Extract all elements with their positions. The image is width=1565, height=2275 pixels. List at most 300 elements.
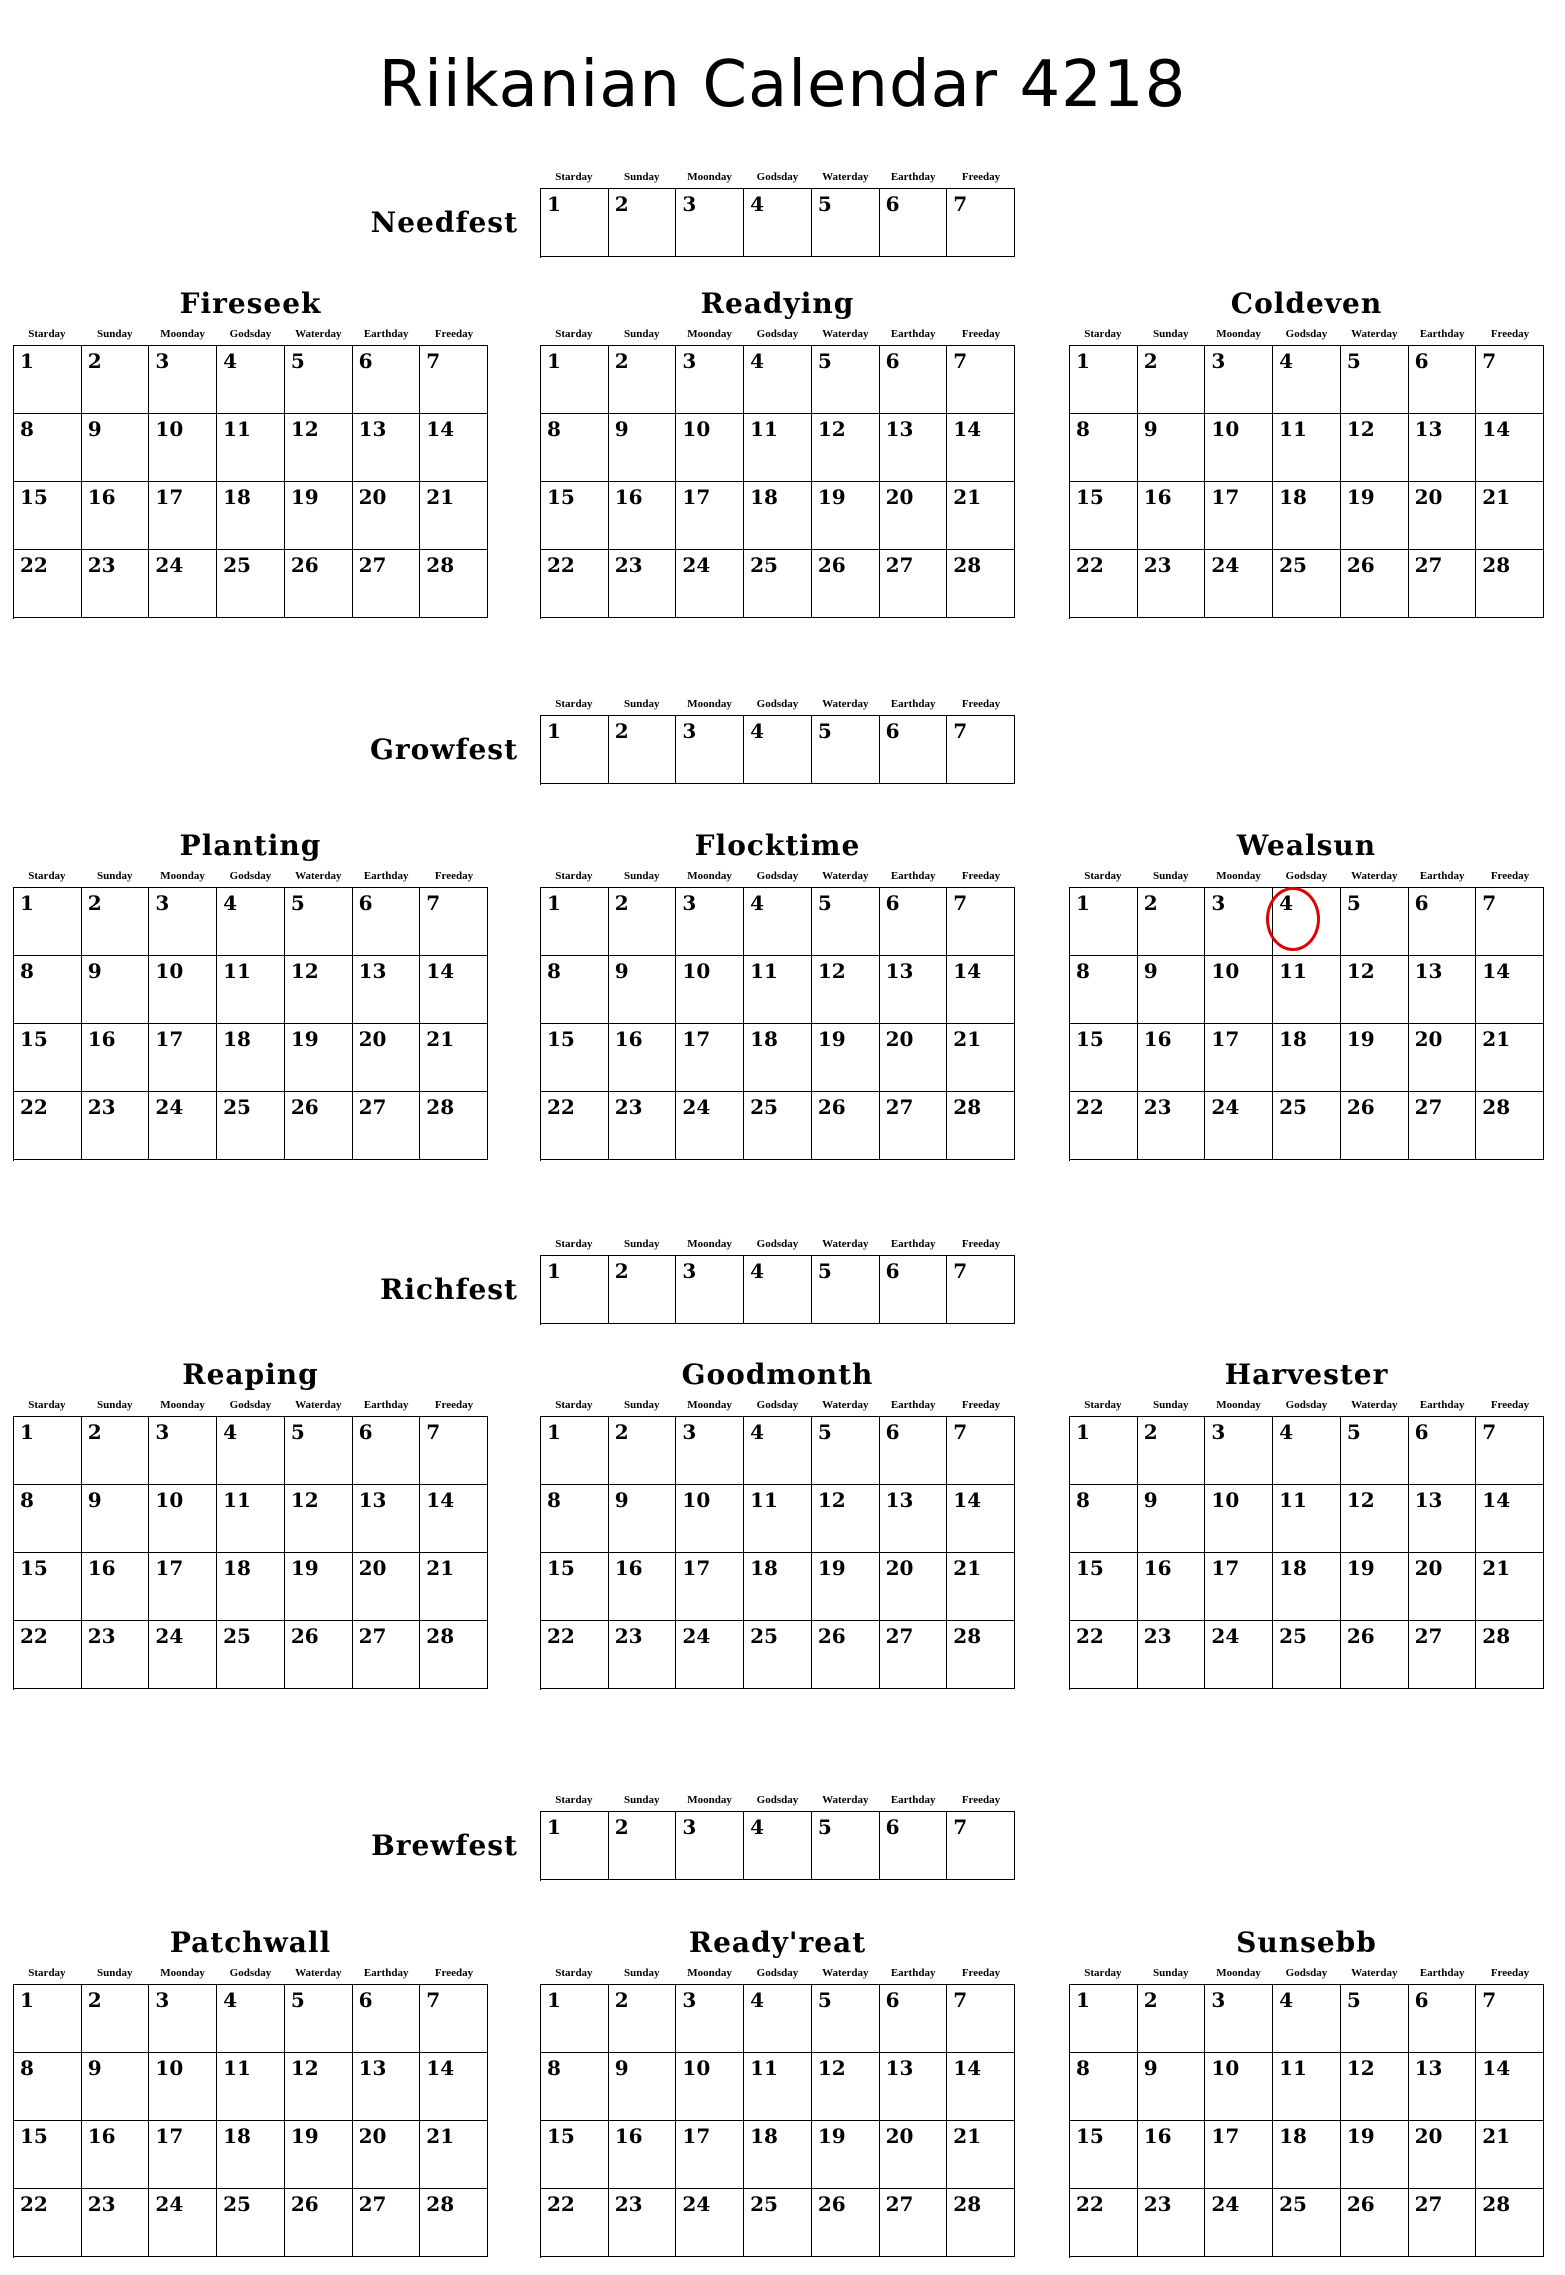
day-cell[interactable]: [420, 1417, 488, 1485]
day-cell[interactable]: [14, 414, 82, 482]
day-cell[interactable]: [1070, 550, 1138, 618]
day-cell[interactable]: [880, 2189, 948, 2257]
day-cell[interactable]: [285, 1553, 353, 1621]
day-cell[interactable]: [744, 1812, 812, 1880]
day-cell[interactable]: [947, 1417, 1015, 1485]
day-cell[interactable]: [880, 716, 948, 784]
day-cell[interactable]: [880, 956, 948, 1024]
day-cell[interactable]: [947, 1812, 1015, 1880]
day-cell[interactable]: [1341, 2121, 1409, 2189]
day-cell[interactable]: [285, 2053, 353, 2121]
day-cell[interactable]: [285, 1417, 353, 1485]
day-cell[interactable]: [82, 1485, 150, 1553]
day-cell[interactable]: [285, 956, 353, 1024]
day-cell[interactable]: [744, 2053, 812, 2121]
day-cell[interactable]: [1341, 1621, 1409, 1689]
day-cell[interactable]: [609, 1256, 677, 1324]
day-cell[interactable]: [149, 1417, 217, 1485]
day-cell[interactable]: [14, 482, 82, 550]
day-cell[interactable]: [1205, 956, 1273, 1024]
day-cell[interactable]: [676, 1553, 744, 1621]
day-cell[interactable]: [609, 1985, 677, 2053]
day-cell[interactable]: [1205, 888, 1273, 956]
day-cell[interactable]: [1273, 956, 1341, 1024]
day-cell[interactable]: [217, 482, 285, 550]
day-cell[interactable]: [1409, 346, 1477, 414]
day-cell[interactable]: [353, 1985, 421, 2053]
day-cell[interactable]: [541, 2053, 609, 2121]
day-cell[interactable]: [1341, 1417, 1409, 1485]
day-cell[interactable]: [1070, 414, 1138, 482]
day-cell[interactable]: [1070, 2189, 1138, 2257]
day-cell[interactable]: [217, 1417, 285, 1485]
day-cell[interactable]: [1138, 1985, 1206, 2053]
day-cell[interactable]: [1138, 2053, 1206, 2121]
day-cell[interactable]: [1476, 1985, 1544, 2053]
day-cell[interactable]: [1341, 1092, 1409, 1160]
day-cell[interactable]: [609, 550, 677, 618]
day-cell[interactable]: [1409, 956, 1477, 1024]
day-cell[interactable]: [812, 1024, 880, 1092]
day-cell[interactable]: [1341, 1553, 1409, 1621]
day-cell[interactable]: [353, 1485, 421, 1553]
day-cell[interactable]: [744, 346, 812, 414]
day-cell[interactable]: [1409, 1024, 1477, 1092]
day-cell[interactable]: [353, 1417, 421, 1485]
day-cell[interactable]: [1138, 956, 1206, 1024]
day-cell[interactable]: [1070, 1621, 1138, 1689]
day-cell[interactable]: [1341, 346, 1409, 414]
day-cell[interactable]: [1205, 2189, 1273, 2257]
day-cell[interactable]: [609, 189, 677, 257]
day-cell[interactable]: [609, 1024, 677, 1092]
day-cell[interactable]: [149, 1985, 217, 2053]
day-cell[interactable]: [947, 1256, 1015, 1324]
day-cell[interactable]: [82, 550, 150, 618]
day-cell[interactable]: [812, 956, 880, 1024]
day-cell[interactable]: [1273, 414, 1341, 482]
day-cell[interactable]: [1273, 2189, 1341, 2257]
day-cell[interactable]: [1070, 956, 1138, 1024]
day-cell[interactable]: [1273, 888, 1341, 956]
day-cell[interactable]: [609, 2189, 677, 2257]
day-cell[interactable]: [217, 2189, 285, 2257]
day-cell[interactable]: [880, 888, 948, 956]
day-cell[interactable]: [744, 888, 812, 956]
day-cell[interactable]: [1476, 2053, 1544, 2121]
day-cell[interactable]: [82, 1553, 150, 1621]
day-cell[interactable]: [1273, 1092, 1341, 1160]
day-cell[interactable]: [420, 550, 488, 618]
day-cell[interactable]: [1341, 2053, 1409, 2121]
day-cell[interactable]: [947, 1621, 1015, 1689]
day-cell[interactable]: [1409, 1553, 1477, 1621]
day-cell[interactable]: [880, 414, 948, 482]
day-cell[interactable]: [353, 2053, 421, 2121]
day-cell[interactable]: [541, 888, 609, 956]
day-cell[interactable]: [14, 2189, 82, 2257]
day-cell[interactable]: [1070, 1092, 1138, 1160]
day-cell[interactable]: [217, 2053, 285, 2121]
day-cell[interactable]: [676, 550, 744, 618]
day-cell[interactable]: [609, 956, 677, 1024]
day-cell[interactable]: [82, 1417, 150, 1485]
day-cell[interactable]: [676, 1485, 744, 1553]
day-cell[interactable]: [541, 1485, 609, 1553]
day-cell[interactable]: [880, 1485, 948, 1553]
day-cell[interactable]: [744, 1985, 812, 2053]
day-cell[interactable]: [947, 2053, 1015, 2121]
day-cell[interactable]: [541, 550, 609, 618]
day-cell[interactable]: [744, 482, 812, 550]
day-cell[interactable]: [82, 888, 150, 956]
day-cell[interactable]: [744, 1256, 812, 1324]
day-cell[interactable]: [1070, 1485, 1138, 1553]
day-cell[interactable]: [812, 346, 880, 414]
day-cell[interactable]: [353, 414, 421, 482]
day-cell[interactable]: [947, 482, 1015, 550]
day-cell[interactable]: [609, 716, 677, 784]
day-cell[interactable]: [149, 346, 217, 414]
day-cell[interactable]: [217, 1024, 285, 1092]
day-cell[interactable]: [1409, 414, 1477, 482]
day-cell[interactable]: [353, 482, 421, 550]
day-cell[interactable]: [149, 1092, 217, 1160]
day-cell[interactable]: [1205, 2121, 1273, 2189]
day-cell[interactable]: [1341, 414, 1409, 482]
day-cell[interactable]: [812, 716, 880, 784]
day-cell[interactable]: [947, 716, 1015, 784]
day-cell[interactable]: [1138, 2121, 1206, 2189]
day-cell[interactable]: [353, 1553, 421, 1621]
day-cell[interactable]: [420, 346, 488, 414]
day-cell[interactable]: [420, 888, 488, 956]
day-cell[interactable]: [880, 1256, 948, 1324]
day-cell[interactable]: [217, 1092, 285, 1160]
day-cell[interactable]: [14, 1485, 82, 1553]
day-cell[interactable]: [676, 1812, 744, 1880]
day-cell[interactable]: [217, 2121, 285, 2189]
day-cell[interactable]: [947, 956, 1015, 1024]
day-cell[interactable]: [1070, 2121, 1138, 2189]
day-cell[interactable]: [285, 550, 353, 618]
day-cell[interactable]: [541, 716, 609, 784]
day-cell[interactable]: [541, 1024, 609, 1092]
day-cell[interactable]: [14, 888, 82, 956]
day-cell[interactable]: [880, 1553, 948, 1621]
day-cell[interactable]: [420, 414, 488, 482]
day-cell[interactable]: [420, 1485, 488, 1553]
day-cell[interactable]: [812, 1553, 880, 1621]
day-cell[interactable]: [353, 2189, 421, 2257]
day-cell[interactable]: [880, 1417, 948, 1485]
day-cell[interactable]: [285, 2121, 353, 2189]
day-cell[interactable]: [1070, 888, 1138, 956]
day-cell[interactable]: [353, 1621, 421, 1689]
day-cell[interactable]: [420, 2053, 488, 2121]
day-cell[interactable]: [744, 956, 812, 1024]
day-cell[interactable]: [676, 716, 744, 784]
day-cell[interactable]: [149, 888, 217, 956]
day-cell[interactable]: [609, 482, 677, 550]
day-cell[interactable]: [744, 1621, 812, 1689]
day-cell[interactable]: [82, 1024, 150, 1092]
day-cell[interactable]: [744, 716, 812, 784]
day-cell[interactable]: [14, 346, 82, 414]
day-cell[interactable]: [1070, 1985, 1138, 2053]
day-cell[interactable]: [812, 189, 880, 257]
day-cell[interactable]: [676, 956, 744, 1024]
day-cell[interactable]: [541, 956, 609, 1024]
day-cell[interactable]: [14, 550, 82, 618]
day-cell[interactable]: [541, 1553, 609, 1621]
day-cell[interactable]: [812, 414, 880, 482]
day-cell[interactable]: [420, 1024, 488, 1092]
day-cell[interactable]: [420, 482, 488, 550]
day-cell[interactable]: [1409, 2053, 1477, 2121]
day-cell[interactable]: [1138, 2189, 1206, 2257]
day-cell[interactable]: [812, 2121, 880, 2189]
day-cell[interactable]: [217, 414, 285, 482]
day-cell[interactable]: [285, 482, 353, 550]
day-cell[interactable]: [744, 1092, 812, 1160]
day-cell[interactable]: [676, 1024, 744, 1092]
day-cell[interactable]: [609, 888, 677, 956]
day-cell[interactable]: [812, 888, 880, 956]
day-cell[interactable]: [285, 888, 353, 956]
day-cell[interactable]: [1138, 414, 1206, 482]
day-cell[interactable]: [541, 1417, 609, 1485]
day-cell[interactable]: [947, 888, 1015, 956]
day-cell[interactable]: [880, 1812, 948, 1880]
day-cell[interactable]: [541, 1256, 609, 1324]
day-cell[interactable]: [744, 550, 812, 618]
day-cell[interactable]: [1273, 1553, 1341, 1621]
day-cell[interactable]: [82, 2189, 150, 2257]
day-cell[interactable]: [1409, 550, 1477, 618]
day-cell[interactable]: [14, 2053, 82, 2121]
day-cell[interactable]: [609, 1812, 677, 1880]
day-cell[interactable]: [82, 2053, 150, 2121]
day-cell[interactable]: [880, 2121, 948, 2189]
day-cell[interactable]: [149, 2053, 217, 2121]
day-cell[interactable]: [1205, 482, 1273, 550]
day-cell[interactable]: [947, 1553, 1015, 1621]
day-cell[interactable]: [676, 2189, 744, 2257]
day-cell[interactable]: [744, 1553, 812, 1621]
day-cell[interactable]: [1273, 1024, 1341, 1092]
day-cell[interactable]: [285, 1024, 353, 1092]
day-cell[interactable]: [14, 956, 82, 1024]
day-cell[interactable]: [217, 956, 285, 1024]
day-cell[interactable]: [880, 1621, 948, 1689]
day-cell[interactable]: [1273, 1985, 1341, 2053]
day-cell[interactable]: [541, 482, 609, 550]
day-cell[interactable]: [947, 550, 1015, 618]
day-cell[interactable]: [812, 550, 880, 618]
day-cell[interactable]: [880, 482, 948, 550]
day-cell[interactable]: [217, 346, 285, 414]
day-cell[interactable]: [149, 2189, 217, 2257]
day-cell[interactable]: [541, 1092, 609, 1160]
day-cell[interactable]: [1476, 482, 1544, 550]
day-cell[interactable]: [1476, 1621, 1544, 1689]
day-cell[interactable]: [285, 1985, 353, 2053]
day-cell[interactable]: [149, 1621, 217, 1689]
day-cell[interactable]: [1273, 2053, 1341, 2121]
day-cell[interactable]: [217, 1985, 285, 2053]
day-cell[interactable]: [1273, 2121, 1341, 2189]
day-cell[interactable]: [353, 1092, 421, 1160]
day-cell[interactable]: [812, 1485, 880, 1553]
day-cell[interactable]: [947, 2121, 1015, 2189]
day-cell[interactable]: [1409, 888, 1477, 956]
day-cell[interactable]: [217, 888, 285, 956]
day-cell[interactable]: [1476, 1417, 1544, 1485]
day-cell[interactable]: [149, 1024, 217, 1092]
day-cell[interactable]: [676, 1417, 744, 1485]
day-cell[interactable]: [880, 1092, 948, 1160]
day-cell[interactable]: [812, 2053, 880, 2121]
day-cell[interactable]: [676, 482, 744, 550]
day-cell[interactable]: [82, 2121, 150, 2189]
day-cell[interactable]: [1409, 1092, 1477, 1160]
day-cell[interactable]: [149, 550, 217, 618]
day-cell[interactable]: [744, 414, 812, 482]
day-cell[interactable]: [609, 1621, 677, 1689]
day-cell[interactable]: [1341, 550, 1409, 618]
day-cell[interactable]: [744, 2189, 812, 2257]
day-cell[interactable]: [1476, 956, 1544, 1024]
day-cell[interactable]: [420, 2189, 488, 2257]
day-cell[interactable]: [676, 1621, 744, 1689]
day-cell[interactable]: [82, 1092, 150, 1160]
day-cell[interactable]: [1138, 346, 1206, 414]
day-cell[interactable]: [609, 1485, 677, 1553]
day-cell[interactable]: [285, 346, 353, 414]
day-cell[interactable]: [609, 1417, 677, 1485]
day-cell[interactable]: [1341, 2189, 1409, 2257]
day-cell[interactable]: [880, 189, 948, 257]
day-cell[interactable]: [1476, 1553, 1544, 1621]
day-cell[interactable]: [1273, 1621, 1341, 1689]
day-cell[interactable]: [1138, 1485, 1206, 1553]
day-cell[interactable]: [217, 1553, 285, 1621]
day-cell[interactable]: [744, 189, 812, 257]
day-cell[interactable]: [14, 1985, 82, 2053]
day-cell[interactable]: [880, 2053, 948, 2121]
day-cell[interactable]: [947, 1092, 1015, 1160]
day-cell[interactable]: [353, 1024, 421, 1092]
day-cell[interactable]: [149, 956, 217, 1024]
day-cell[interactable]: [812, 1621, 880, 1689]
day-cell[interactable]: [1205, 414, 1273, 482]
day-cell[interactable]: [880, 1024, 948, 1092]
day-cell[interactable]: [1341, 1985, 1409, 2053]
day-cell[interactable]: [1476, 1485, 1544, 1553]
day-cell[interactable]: [1205, 1417, 1273, 1485]
day-cell[interactable]: [1341, 1485, 1409, 1553]
day-cell[interactable]: [609, 346, 677, 414]
day-cell[interactable]: [353, 2121, 421, 2189]
day-cell[interactable]: [285, 414, 353, 482]
day-cell[interactable]: [82, 956, 150, 1024]
day-cell[interactable]: [353, 346, 421, 414]
day-cell[interactable]: [541, 2189, 609, 2257]
day-cell[interactable]: [676, 1256, 744, 1324]
day-cell[interactable]: [1341, 956, 1409, 1024]
day-cell[interactable]: [82, 414, 150, 482]
day-cell[interactable]: [947, 2189, 1015, 2257]
day-cell[interactable]: [880, 550, 948, 618]
day-cell[interactable]: [1409, 1621, 1477, 1689]
day-cell[interactable]: [812, 1256, 880, 1324]
day-cell[interactable]: [676, 414, 744, 482]
day-cell[interactable]: [149, 2121, 217, 2189]
day-cell[interactable]: [744, 1485, 812, 1553]
day-cell[interactable]: [82, 1621, 150, 1689]
day-cell[interactable]: [676, 1092, 744, 1160]
day-cell[interactable]: [1476, 414, 1544, 482]
day-cell[interactable]: [1409, 1485, 1477, 1553]
day-cell[interactable]: [1476, 2121, 1544, 2189]
day-cell[interactable]: [609, 414, 677, 482]
day-cell[interactable]: [420, 1092, 488, 1160]
day-cell[interactable]: [609, 2121, 677, 2189]
day-cell[interactable]: [285, 2189, 353, 2257]
day-cell[interactable]: [14, 1417, 82, 1485]
day-cell[interactable]: [149, 482, 217, 550]
day-cell[interactable]: [812, 1985, 880, 2053]
day-cell[interactable]: [609, 1092, 677, 1160]
day-cell[interactable]: [541, 346, 609, 414]
day-cell[interactable]: [1476, 888, 1544, 956]
day-cell[interactable]: [149, 1485, 217, 1553]
day-cell[interactable]: [812, 1812, 880, 1880]
day-cell[interactable]: [217, 1621, 285, 1689]
day-cell[interactable]: [609, 1553, 677, 1621]
day-cell[interactable]: [285, 1092, 353, 1160]
day-cell[interactable]: [1138, 550, 1206, 618]
day-cell[interactable]: [1205, 1621, 1273, 1689]
day-cell[interactable]: [149, 414, 217, 482]
day-cell[interactable]: [353, 956, 421, 1024]
day-cell[interactable]: [82, 346, 150, 414]
day-cell[interactable]: [676, 1985, 744, 2053]
day-cell[interactable]: [353, 550, 421, 618]
day-cell[interactable]: [1273, 1417, 1341, 1485]
day-cell[interactable]: [1341, 1024, 1409, 1092]
day-cell[interactable]: [744, 2121, 812, 2189]
day-cell[interactable]: [1476, 1024, 1544, 1092]
day-cell[interactable]: [1205, 1553, 1273, 1621]
day-cell[interactable]: [947, 414, 1015, 482]
day-cell[interactable]: [420, 1553, 488, 1621]
day-cell[interactable]: [676, 346, 744, 414]
day-cell[interactable]: [676, 888, 744, 956]
day-cell[interactable]: [541, 414, 609, 482]
day-cell[interactable]: [353, 888, 421, 956]
day-cell[interactable]: [14, 1092, 82, 1160]
day-cell[interactable]: [812, 482, 880, 550]
day-cell[interactable]: [947, 1024, 1015, 1092]
day-cell[interactable]: [676, 2053, 744, 2121]
day-cell[interactable]: [285, 1621, 353, 1689]
day-cell[interactable]: [1138, 482, 1206, 550]
day-cell[interactable]: [420, 956, 488, 1024]
day-cell[interactable]: [880, 346, 948, 414]
day-cell[interactable]: [1138, 1024, 1206, 1092]
